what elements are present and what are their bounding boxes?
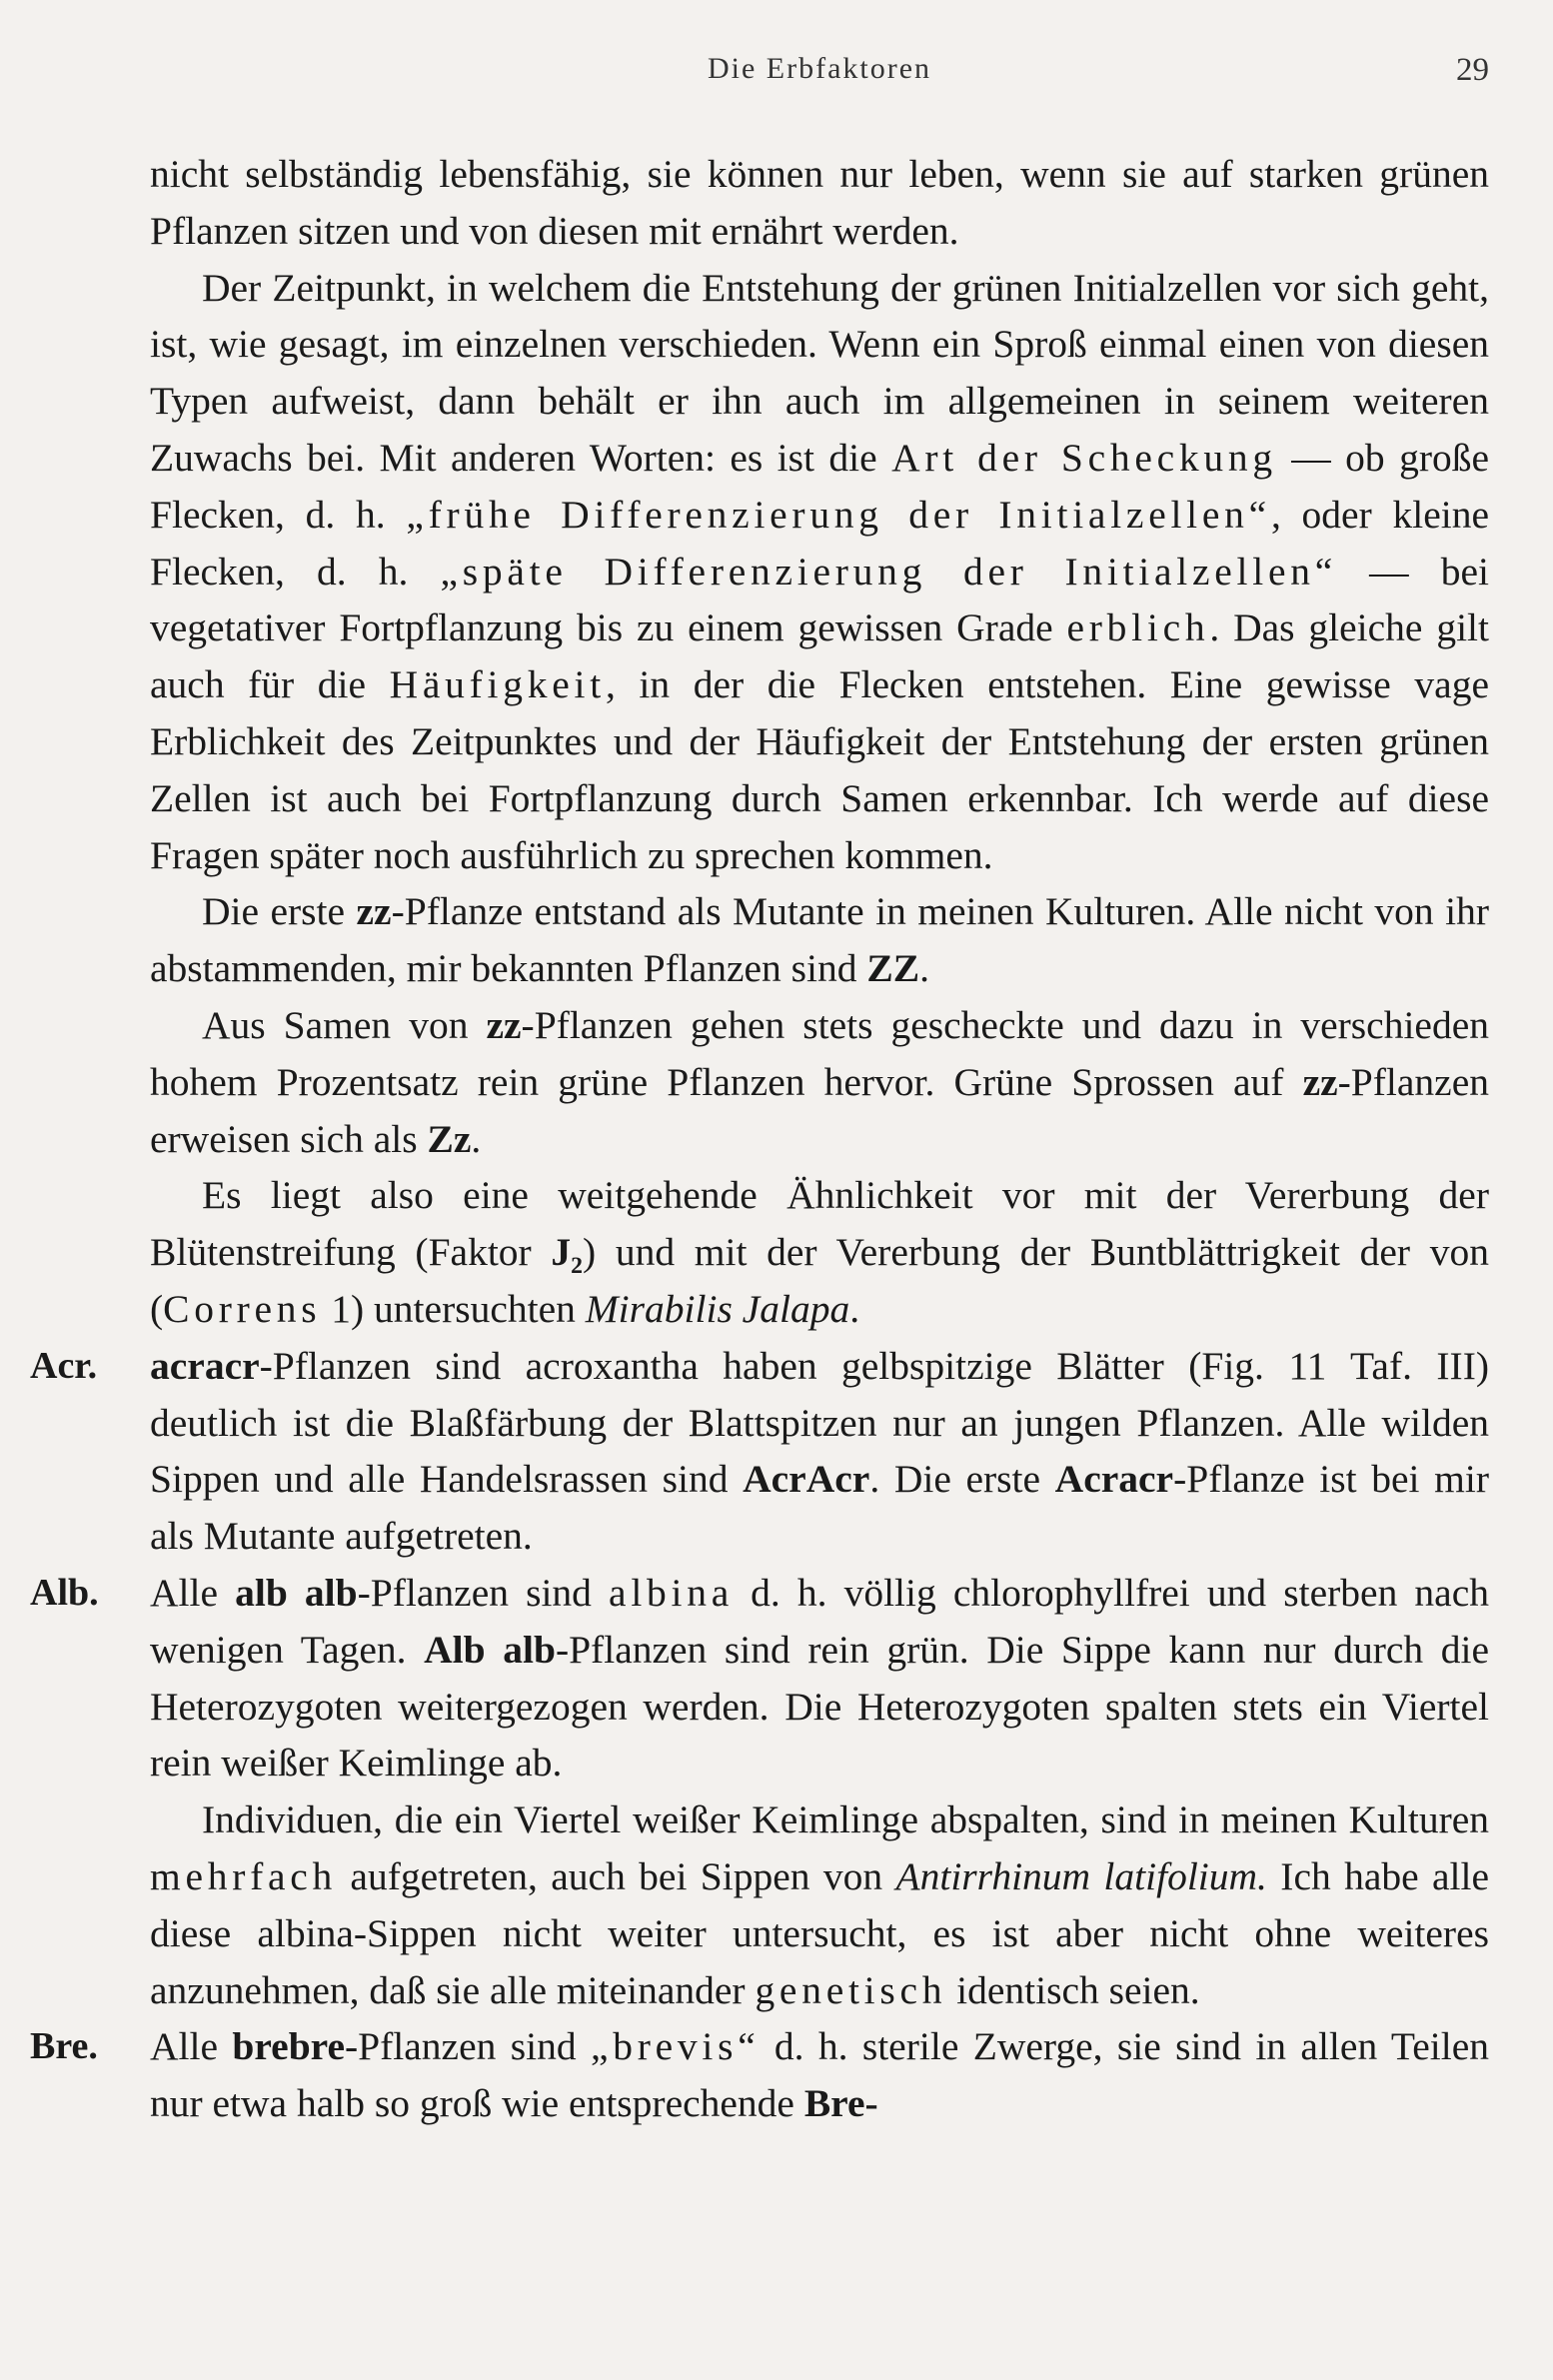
paragraph-individuen: [150, 1791, 1489, 2018]
text-run: -Pflanzen sind rein grün. Die Sippe kann nur durch die Heterozygoten weitergezogen werden. Die Heterozygoten spalten stets ein Viertel rein weißer Keimlinge ab.: [150, 1627, 1489, 1785]
factor-symbol: AcrAcr: [743, 1457, 870, 1502]
emphasis-text: „brevis“: [590, 2024, 761, 2069]
emphasis-text: albina: [609, 1570, 734, 1615]
text-run: . Die erste: [869, 1457, 1055, 1502]
text-run: -Pflanzen sind: [345, 2024, 591, 2069]
text-run: -Pflanzen sind: [357, 1570, 610, 1615]
entry-alb: [30, 1565, 1489, 1791]
emphasis-text: Häufigkeit: [389, 662, 606, 707]
factor-symbol: Zz: [427, 1116, 472, 1161]
text-run: .: [919, 946, 929, 991]
entry-bre: [30, 2018, 1489, 2132]
page-header: [150, 52, 1489, 102]
page-number: 29: [1456, 52, 1489, 88]
text-run: Die erste: [202, 889, 357, 934]
factor-symbol: Bre-: [803, 2081, 878, 2126]
text-run: aufgetreten, auch bei Sippen von: [337, 1853, 896, 1898]
paragraph-zeitpunkt: [150, 260, 1489, 884]
text-run: , oder kleine Flecken, d. h.: [150, 492, 1489, 594]
text-run: .: [471, 1116, 482, 1161]
text-run: Alle: [150, 1570, 236, 1615]
paragraph-continuation: [150, 146, 1489, 260]
text-run: — ob große Flecken, d. h.: [150, 435, 1490, 537]
text-run: -Pflanze ist bei mir als Mutante aufgetreten.: [150, 1457, 1489, 1559]
paragraph-zz-samen: [150, 997, 1489, 1167]
factor-symbol: Acracr: [1054, 1457, 1174, 1502]
factor-symbol: acracr: [150, 1343, 260, 1388]
emphasis-text: „frühe Differenzierung der Initialzellen“: [406, 492, 1271, 537]
text-run: Der Zeitpunkt, in welchem die Entstehung der grünen Initialzellen vor sich geht, ist, wie gesagt, im einzelnen verschieden. Wenn ein Sproß einmal einen von diesen Typen aufweist, dann behält er ihn auch im allgemeinen in seinem weiteren Zuwachs bei. Mit anderen Worten: es ist die: [150, 265, 1489, 480]
text-run: . Das gleiche gilt auch für die: [150, 605, 1489, 707]
text-run: Ich habe alle diese albina-Sippen nicht weiter untersucht, es ist aber nicht ohne weiteres anzunehmen, daß sie alle miteinander: [150, 1853, 1490, 2012]
text-run: 1) untersuchten: [321, 1286, 586, 1331]
text-run: , in der die Flecken entstehen. Eine gewisse vage Erblichkeit des Zeitpunktes und der Häufigkeit der Entstehung der ersten grünen Zellen ist auch bei Fortpflanzung durch Samen erkennbar. Ich werde auf diese Fragen später noch ausführlich zu sprechen kommen.: [150, 662, 1489, 877]
marginal-label-alb: Alb.: [30, 1571, 99, 1614]
factor-symbol: zz: [486, 1002, 522, 1047]
text-run: Es liegt also eine weitgehende Ähnlichkeit vor mit der Vererbung der Blütenstreifung (Faktor: [150, 1173, 1489, 1275]
text-run: ) und mit der Vererbung der Buntblättrigkeit der von (: [150, 1230, 1489, 1331]
paragraph-aehnlichkeit: [150, 1167, 1489, 1337]
text-run: .: [849, 1286, 860, 1331]
factor-symbol: zz: [1302, 1059, 1338, 1104]
factor-symbol: Alb alb: [424, 1627, 556, 1672]
text-run: — bei vegetativer Fortpflanzung bis zu einem gewissen Grade: [150, 549, 1489, 650]
emphasis-text: genetisch: [755, 1967, 947, 2012]
paragraph-zz-mutante: [150, 883, 1489, 997]
factor-symbol: J₂: [551, 1230, 583, 1275]
emphasis-text: „späte Differenzierung der Initialzellen“: [440, 549, 1337, 594]
text-run: -Pflanze entstand als Mutante in meinen Kulturen. Alle nicht von ihr abstammenden, mir bekannten Pflanzen sind: [150, 889, 1489, 991]
text-run: -Pflanzen gehen stets gescheckte und dazu in verschieden hohem Prozentsatz rein grüne Pflanzen hervor. Grüne Sprossen auf: [150, 1002, 1489, 1104]
factor-symbol: zz: [356, 889, 392, 934]
marginal-label-acr: Acr.: [30, 1344, 98, 1387]
text-run: identisch seien.: [946, 1967, 1200, 2012]
emphasis-text: mehrfach: [150, 1853, 338, 1898]
text-run: -Pflanzen sind acroxantha haben gelbspitzige Blätter (Fig. 11 Taf. III) deutlich ist die Blaßfärbung der Blattspitzen nur an jungen Pflanzen. Alle wilden Sippen und alle Handelsrassen sind: [150, 1343, 1489, 1502]
entry-acr: [30, 1338, 1489, 1565]
text-run: Individuen, die ein Viertel weißer Keimlinge abspalten, sind in meinen Kulturen: [202, 1797, 1489, 1842]
factor-symbol: alb alb: [235, 1570, 358, 1615]
species-name: Mirabilis Jalapa: [585, 1286, 850, 1331]
text-run: d. h. sterile Zwerge, sie sind in allen Teilen nur etwa halb so groß wie entsprechende: [150, 2024, 1489, 2126]
running-title: Die Erbfaktoren: [707, 52, 932, 85]
species-name: Antirrhinum latifolium.: [895, 1853, 1267, 1898]
emphasis-text: Art der Scheckung: [891, 435, 1277, 480]
author-name: Correns: [163, 1286, 322, 1331]
factor-symbol: ZZ: [866, 946, 920, 991]
text-run: -Pflanzen erweisen sich als: [150, 1059, 1489, 1161]
text-run: Alle: [150, 2024, 233, 2069]
paragraph-text: nicht selbständig lebensfähig, sie können nur leben, wenn sie auf starken grünen Pflanzen sitzen und von diesen mit ernährt werden.: [150, 152, 1489, 253]
text-run: d. h. völlig chlorophyllfrei und sterben nach wenigen Tagen.: [150, 1570, 1489, 1672]
marginal-label-bre: Bre.: [30, 2025, 98, 2068]
body-text: [30, 146, 1490, 2132]
emphasis-text: erblich: [1066, 605, 1210, 650]
text-run: Aus Samen von: [202, 1002, 487, 1047]
factor-symbol: brebre: [232, 2024, 346, 2069]
